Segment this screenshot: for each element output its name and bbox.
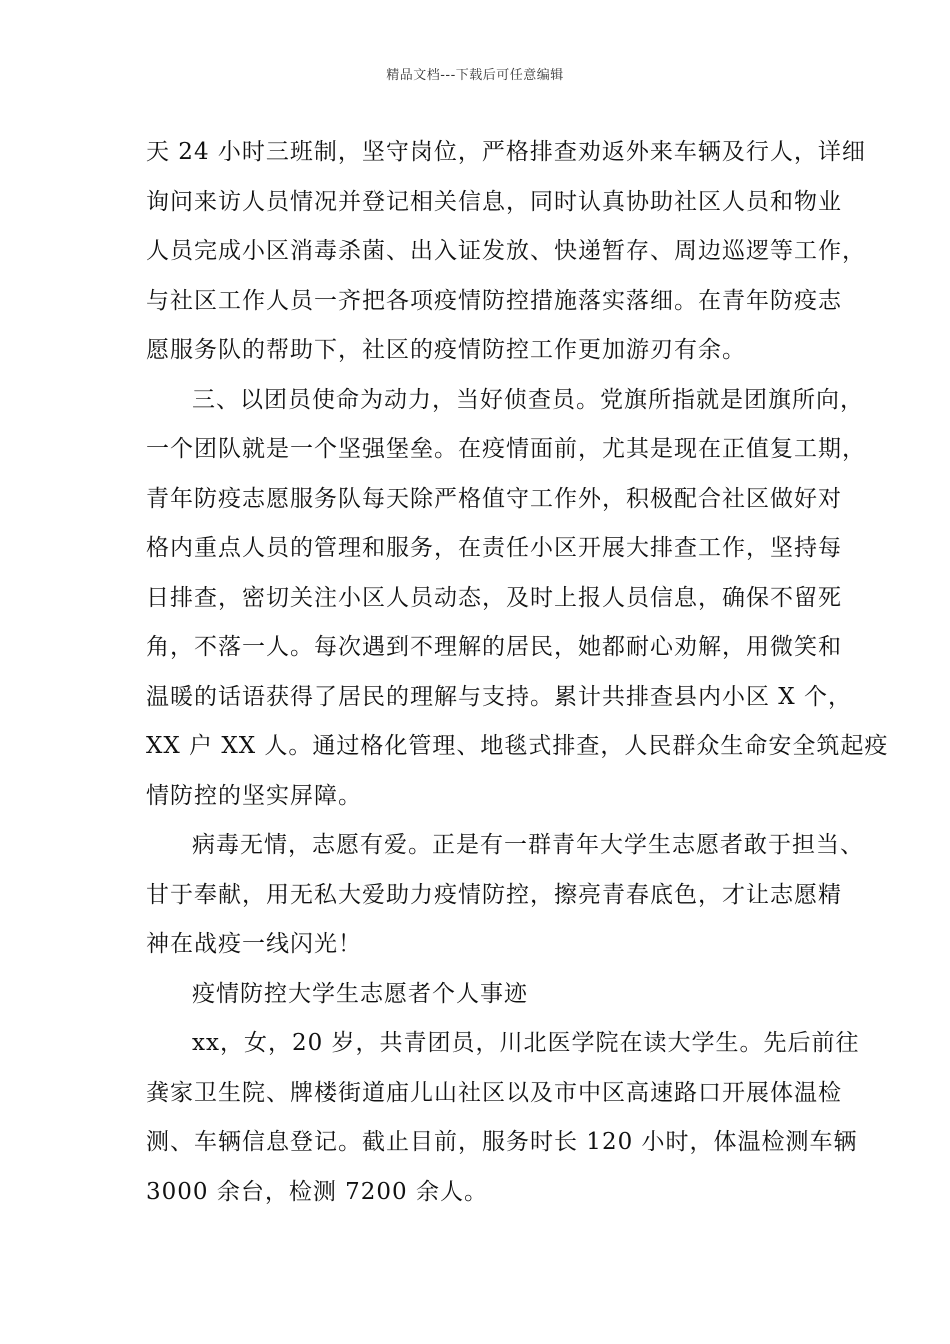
body-line: 愿服务队的帮助下，社区的疫情防控工作更加游刃有余。 bbox=[146, 337, 746, 363]
body-line: 角，不落一人。每次遇到不理解的居民，她都耐心劝解，用微笑和 bbox=[146, 634, 842, 660]
body-line: 天 24 小时三班制，坚守岗位，严格排查劝返外来车辆及行人，详细 bbox=[146, 139, 866, 165]
page-header: 精品文档---下载后可任意编辑 bbox=[386, 68, 564, 83]
document-body bbox=[146, 128, 889, 1217]
body-line: 龚家卫生院、牌楼街道庙儿山社区以及市中区高速路口开展体温检 bbox=[146, 1079, 842, 1106]
body-line: 格内重点人员的管理和服务，在责任小区开展大排查工作，坚持每 bbox=[146, 535, 842, 561]
body-line: 日排查，密切关注小区人员动态，及时上报人员信息，确保不留死 bbox=[146, 584, 842, 611]
body-line: 测、车辆信息登记。截止目前，服务时长 120 小时，体温检测车辆 bbox=[146, 1129, 858, 1155]
body-line: 温暖的话语获得了居民的理解与支持。累计共排查县内小区 X 个， bbox=[146, 683, 852, 710]
body-line: 与社区工作人员一齐把各项疫情防控措施落实落细。在青年防疫志 bbox=[146, 287, 842, 314]
body-line: 3000 余台，检测 7200 余人。 bbox=[146, 1178, 488, 1205]
body-line: 询问来访人员情况并登记相关信息，同时认真协助社区人员和物业 bbox=[146, 188, 842, 215]
body-line: 青年防疫志愿服务队每天除严格值守工作外，积极配合社区做好对 bbox=[146, 485, 842, 512]
body-line: 神在战疫一线闪光！ bbox=[146, 931, 362, 957]
paragraph-start-line: xx，女，20 岁，共青团员，川北医学院在读大学生。先后前往 bbox=[192, 1030, 860, 1056]
body-line: 情防控的坚实屏障。 bbox=[146, 782, 362, 809]
body-line: 一个团队就是一个坚强堡垒。在疫情面前，尤其是现在正值复工期， bbox=[146, 436, 866, 462]
section-title: 疫情防控大学生志愿者个人事迹 bbox=[192, 980, 528, 1007]
paragraph-start-line: 三、以团员使命为动力，当好侦查员。党旗所指就是团旗所向， bbox=[192, 386, 864, 413]
body-line: XX 户 XX 人。通过格化管理、地毯式排查，人民群众生命安全筑起疫 bbox=[146, 733, 889, 759]
paragraph-start-line: 病毒无情，志愿有爱。正是有一群青年大学生志愿者敢于担当、 bbox=[192, 832, 864, 858]
body-line: 人员完成小区消毒杀菌、出入证发放、快递暂存、周边巡逻等工作， bbox=[146, 238, 866, 264]
body-line: 甘于奉献，用无私大爱助力疫情防控，擦亮青春底色，才让志愿精 bbox=[146, 881, 842, 908]
